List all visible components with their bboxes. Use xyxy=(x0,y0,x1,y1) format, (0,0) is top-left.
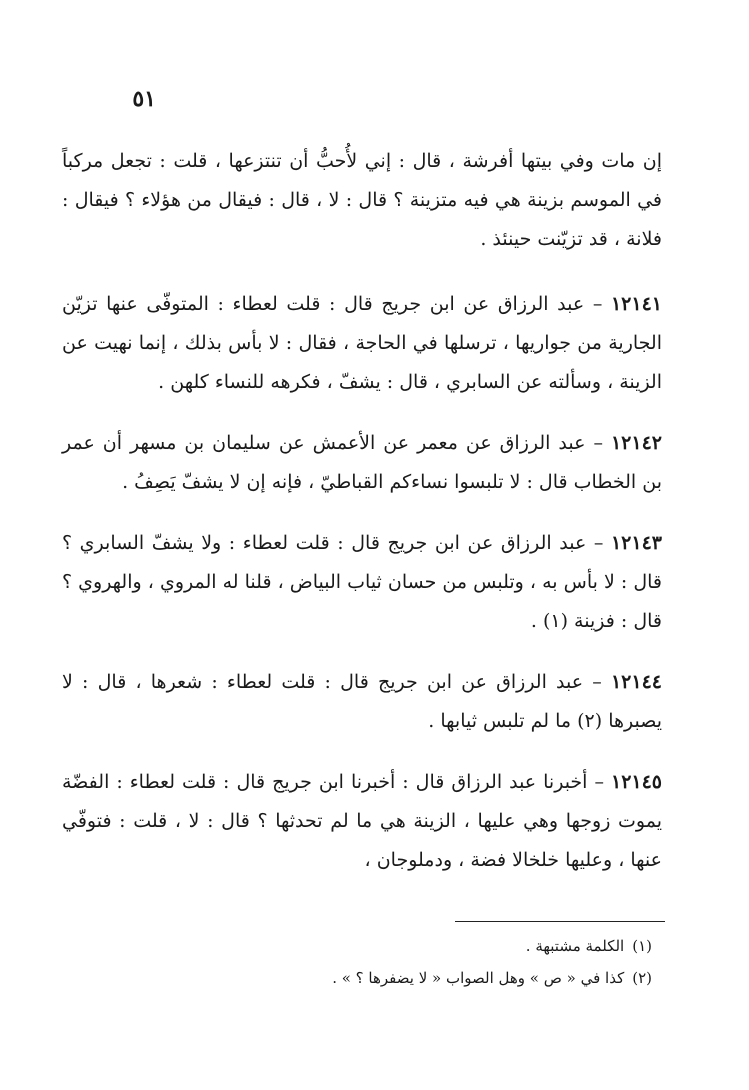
footnote-text: الكلمة مشتبهة . xyxy=(525,937,625,955)
intro-paragraph: إن مات وفي بيتها أفرشة ، قال : إني لأُحبُّ أن تنتزعها ، قلت : تجعل مركباً في الموسم بزينة هي فيه متزينة ؟ قال : لا ، قال : فيقال من هؤلاء ؟ فيقال : فلانة ، قد تزيّنت حينئذ . xyxy=(62,150,662,250)
hadith-paragraph xyxy=(62,663,662,741)
hadith-text: – عبد الرزاق عن ابن جريج قال : قلت لعطاء : المتوفّى عنها تزيّن الجارية من جواريها ، ترسلها في الحاجة ، فقال : لا بأس بذلك ، إنما نهيت عن الزينة ، وسألته عن السابري ، قال : يشفّ ، فكرهه للنساء كلهن . xyxy=(62,293,662,393)
hadith-number: ١٢١٤٢ xyxy=(610,432,662,454)
footnote-divider xyxy=(455,921,665,922)
hadith-number: ١٢١٤٤ xyxy=(610,671,662,693)
footnote-text: كذا في « ص » وهل الصواب « لا يضفرها ؟ » . xyxy=(332,969,625,987)
hadith-paragraph xyxy=(62,424,662,502)
footnotes xyxy=(200,930,652,994)
footnote xyxy=(200,962,652,994)
hadith-text: – أخبرنا عبد الرزاق قال : أخبرنا ابن جريج قال : قلت لعطاء : الفضّة يموت زوجها وهي عليها ، الزينة هي ما لم تحدثها ؟ قال : لا ، قلت : فتوفّي عنها ، وعليها خلخالا فضة ، ودملوجان ، xyxy=(62,771,662,871)
page-number: ٥١ xyxy=(132,86,156,112)
hadith-paragraph xyxy=(62,524,662,641)
footnote-marker: (١) xyxy=(632,937,652,955)
main-text xyxy=(62,142,662,902)
hadith-text: – عبد الرزاق عن ابن جريج قال : قلت لعطاء : شعرها ، قال : لا يصبرها (٢) ما لم تلبس ثيابها . xyxy=(62,671,662,732)
footnote-marker: (٢) xyxy=(632,969,652,987)
hadith-number: ١٢١٤٣ xyxy=(610,532,662,554)
hadith-paragraph xyxy=(62,285,662,402)
hadith-text: – عبد الرزاق عن معمر عن الأعمش عن سليمان بن مسهر أن عمر بن الخطاب قال : لا تلبسوا نساءكم القباطيّ ، فإنه إن لا يشفّ يَصِفُ . xyxy=(62,432,662,493)
hadith-number: ١٢١٤٥ xyxy=(610,771,663,793)
hadith-number: ١٢١٤١ xyxy=(610,293,662,315)
hadith-paragraph xyxy=(62,763,662,880)
footnote xyxy=(200,930,652,962)
hadith-text: – عبد الرزاق عن ابن جريج قال : قلت لعطاء : ولا يشفّ السابري ؟ قال : لا بأس به ، وتلبس من حسان ثياب البياض ، قلنا له المروي ، والهروي ؟ قال : فزينة (١) . xyxy=(62,532,662,632)
